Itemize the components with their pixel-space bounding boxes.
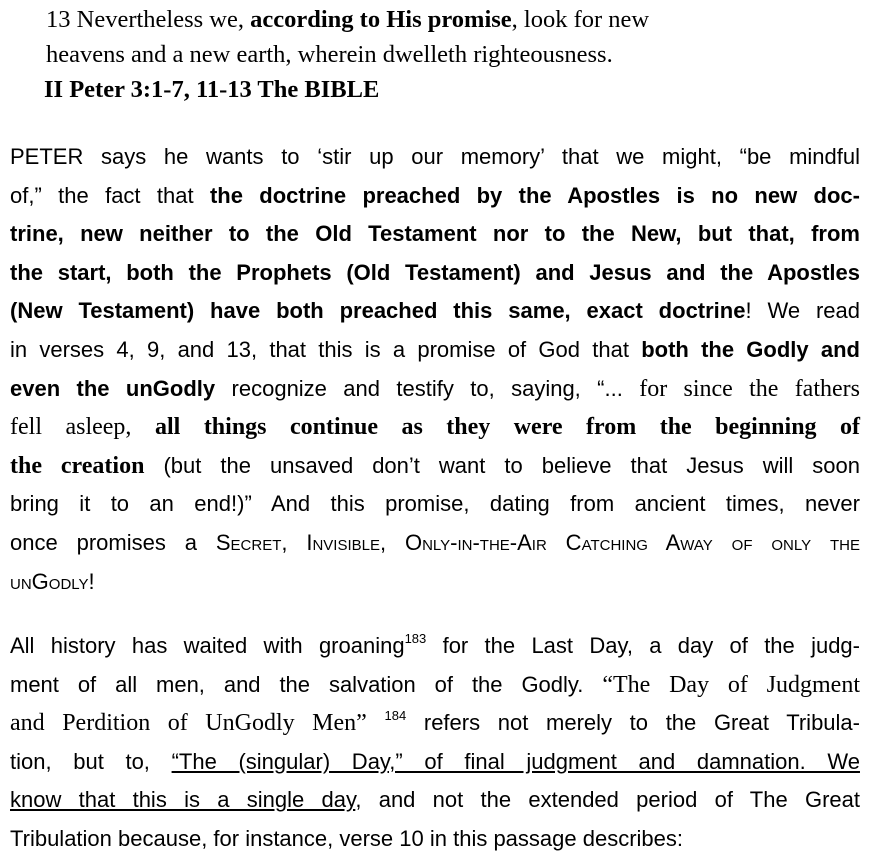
paragraph-1 [10,138,860,601]
p2-line-1: All history has waited with groaning$^{183}$ for the Last Day, a day of the judg- [10,631,860,658]
p2-line-6: Tribulation because, for instance, verse 10 in this passage describes: [10,825,683,851]
quote-line-2: heavens and a new earth, wherein dwelleth righteousness. [46,41,613,68]
p1-line-2: of,” the fact that the doctrine preached by the Apostles is no new doc- [10,182,860,208]
p1-line-10: bring it to an end!)” And this promise, dating from ancient times, never [10,491,860,517]
scripture-reference: II Peter 3:1-7, 11-13 The BIBLE [44,76,380,103]
footnote-183[interactable]: 183 [404,631,427,646]
p1-line-9: the creation (but the unsaved don’t want to believe that Jesus will soon [10,452,860,479]
quote-line-1: 13 Nevertheless we, according to His promise, look for new [46,6,650,33]
p1-line-4: the start, both the Prophets (Old Testament) and Jesus and the Apostles [10,259,860,285]
p1-line-12: unGodly! [10,568,95,594]
paragraph-2 [10,627,860,859]
p1-line-3: trine, new neither to the Old Testament nor to the New, but that, from [10,221,860,247]
p1-line-5: (New Testament) have both preached this same, exact doctrine! We read [10,298,860,324]
p2-line-2: ment of all men, and the salvation of the Godly. “The Day of Judgment [10,671,860,698]
p1-line-6: in verses 4, 9, and 13, that this is a promise of God that both the Godly and [10,336,860,362]
p2-line-5: know that this is a single day, and not the extended period of The Great [10,787,860,813]
p1-line-7: even the unGodly recognize and testify to, saying, “... for since the fathers [10,375,860,402]
scripture-quote [46,2,866,107]
p2-line-4: tion, but to, “The (singular) Day,” of final judgment and damnation. We [10,748,860,774]
p1-line-8: fell asleep, all things continue as they were from the beginning of [10,414,861,441]
p1-line-11: once promises a Secret, Invisible, Only-in-the-Air Catching Away of only the [10,529,860,555]
p1-line-1: PETER says he wants to ‘stir up our memory’ that we might, “be mindful [10,144,860,169]
p2-line-3: and Perdition of UnGodly Men” $^{184}$ refers not merely to the Great Tribula- [10,708,860,737]
footnote-184[interactable]: 184 [384,708,407,724]
verse-number: 13 [46,6,71,33]
